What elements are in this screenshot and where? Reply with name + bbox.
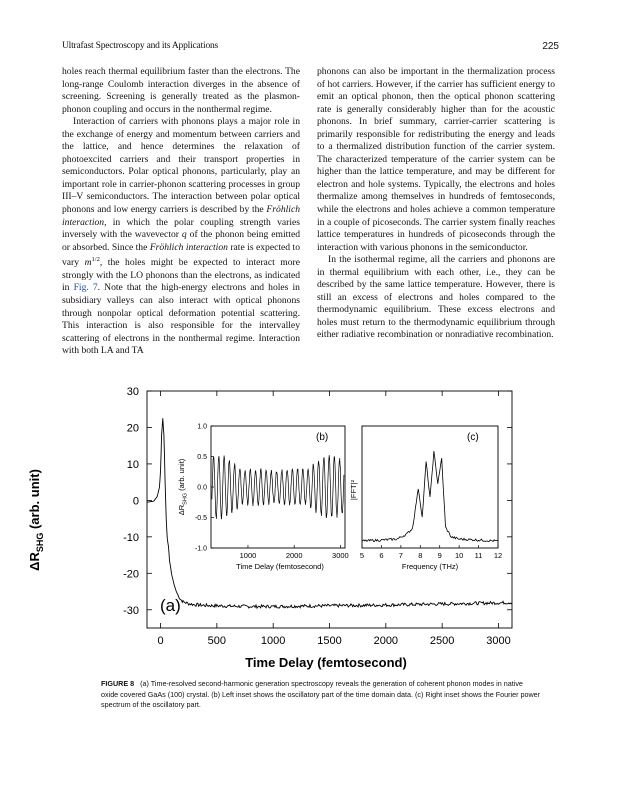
x-tick-label: 1000 [260,635,286,647]
x-tick-label: 500 [207,635,227,647]
y-tick-label: -30 [123,604,139,617]
inset-c-x-tick-label: 10 [454,551,464,560]
y-tick-label: 0 [132,495,139,508]
inset-b-y-tick-label: -1.0 [194,545,207,553]
inset-c-x-tick-label: 8 [418,551,423,560]
main-y-axis-label: $\Delta R_{SHG}$ (arb. unit) [27,469,45,571]
variable: m [84,257,92,269]
figure-link[interactable]: Fig. 7 [73,282,98,294]
panel-c-label: (c) [467,432,479,443]
x-tick-label: 2500 [429,635,455,647]
figure-caption [101,679,541,711]
term: Fröhlich interaction [149,241,228,253]
panel-a-label: (a) [160,596,181,615]
x-tick-label: 1500 [317,635,342,647]
inset-b-y-axis-label: $\Delta R_{SHG}$ (arb. unit) [177,458,189,516]
figure-chart [24,380,584,680]
inset-b-y-tick-label: -0.5 [194,515,207,522]
term: Fröhlich interaction [62,204,300,228]
paragraph: phonons can also be important in the thermalization process of hot carriers. However, if the carrier has sufficient energy to emit an optical phonon, then the optical phonon scattering rate is generally considerably higher than for the acoustic phonons. In brief summary, carrier-carrier scattering is primarily responsible for redistributing the energy and leads to a thermalized distribution function of the carrier system. The characterized temperature of the carrier system can be higher than the lattice temperature, and may be different for electron and hole systems. Typically, the electrons and holes thermalize among themselves in hundreds of femtoseconds, while the electrons and holes achieve a common temperature in a couple of picoseconds. The carrier system finally reaches lattice temperatures in hundreds of picoseconds through the interaction with various phonons in the semiconductor. [317,66,555,253]
right-column [317,66,555,342]
running-title: Ultrafast Spectroscopy and its Applications [62,41,219,51]
x-tick-label: 0 [157,635,164,647]
inset-c-x-tick-label: 12 [493,551,503,560]
page-number: 225 [542,41,559,52]
figure-8 [24,380,584,680]
main-x-axis-label: Time Delay (femtosecond) [245,655,407,670]
inset-b-x-tick-label: 3000 [332,551,349,560]
figure-label: FIGURE 8 [101,679,135,688]
inset-c-x-tick-label: 6 [379,551,384,560]
paragraph: holes reach thermal equilibrium faster than the electrons. The long-range Coulomb interaction diverges in the absence of screening. Screening is generally treated as the plasmon-phonon coupling and occurs in the nonthermal regime. [62,66,300,115]
left-column [62,66,300,358]
y-tick-label: 30 [126,386,139,398]
caption-text: (a) Time-resolved second-harmonic generation spectroscopy reveals the generation of coherent phonon modes in native oxide covered GaAs (100) crystal. (b) Left inset shows the oscillatory part of the time domain data. (c) Right inset shows the Fourier power spectrum of the oscillatory part. [101,679,541,709]
inset-b-x-tick-label: 1000 [239,551,257,560]
inset-c-frame [362,426,498,548]
y-tick-label: -20 [123,568,139,581]
x-tick-label: 2000 [373,635,399,647]
paragraph: Interaction of carriers with phonons plays a major role in the exchange of energy and momentum between carriers and the lattice, and hence determines the relaxation of photoexcited carriers and their transport properties in semiconductors. Polar optical phonons, particularly, play an important role in carrier-phonon scattering processes in group III–V semiconductors. The interaction between polar optical phonons and low energy carriers is described by the Fröhlich interaction, in which the polar coupling strength varies inversely with the wavevector q of the phonon being emitted or absorbed. Since the Fröhlich interaction rate is expected to vary $m^{1/2}$, the holes might be expected to interact more strongly with the LO phonons than the electrons, as indicated in Fig. 7. Note that the high-energy electrons and holes in subsidiary valleys can also interact with optical phonons through nonpolar optical deformation potential scattering. This interaction is also responsible for the intervalley scattering of electrons in the nonthermal regime. Interaction with both LA and TA [62,116,300,357]
inset-b-y-tick-label: 1.0 [197,423,207,431]
inset-b-y-tick-label: 0.0 [197,484,207,492]
inset-b-y-tick-label: 0.5 [197,454,207,461]
inset-c-x-tick-label: 11 [474,551,483,560]
inset-b-x-axis-label: Time Delay (femtosecond) [236,562,324,571]
y-tick-label: 10 [126,458,139,471]
inset-c-y-axis-label: |FFT|² [349,479,358,501]
variable: q [181,229,187,241]
page-header [62,41,559,55]
y-tick-label: -10 [123,531,139,544]
panel-b-label: (b) [316,432,329,443]
y-tick-label: 20 [126,422,139,435]
inset-c-x-tick-label: 9 [437,551,442,560]
paragraph: In the isothermal regime, all the carriers and phonons are in thermal equilibrium with each other, i.e., they can be described by the same lattice temperature. However, there is still an excess of electrons and holes compared to the thermodynamic equilibrium. These excess electrons and holes must return to the thermodynamic equilibrium through either radiative recombination or nonradiative recombination. [317,254,555,341]
x-tick-label: 3000 [486,635,511,647]
inset-c-x-axis-label: Frequency (THz) [401,562,459,571]
inset-c-x-tick-label: 5 [359,551,365,560]
inset-b-x-tick-label: 2000 [285,551,303,560]
inset-c-x-tick-label: 7 [398,551,403,560]
